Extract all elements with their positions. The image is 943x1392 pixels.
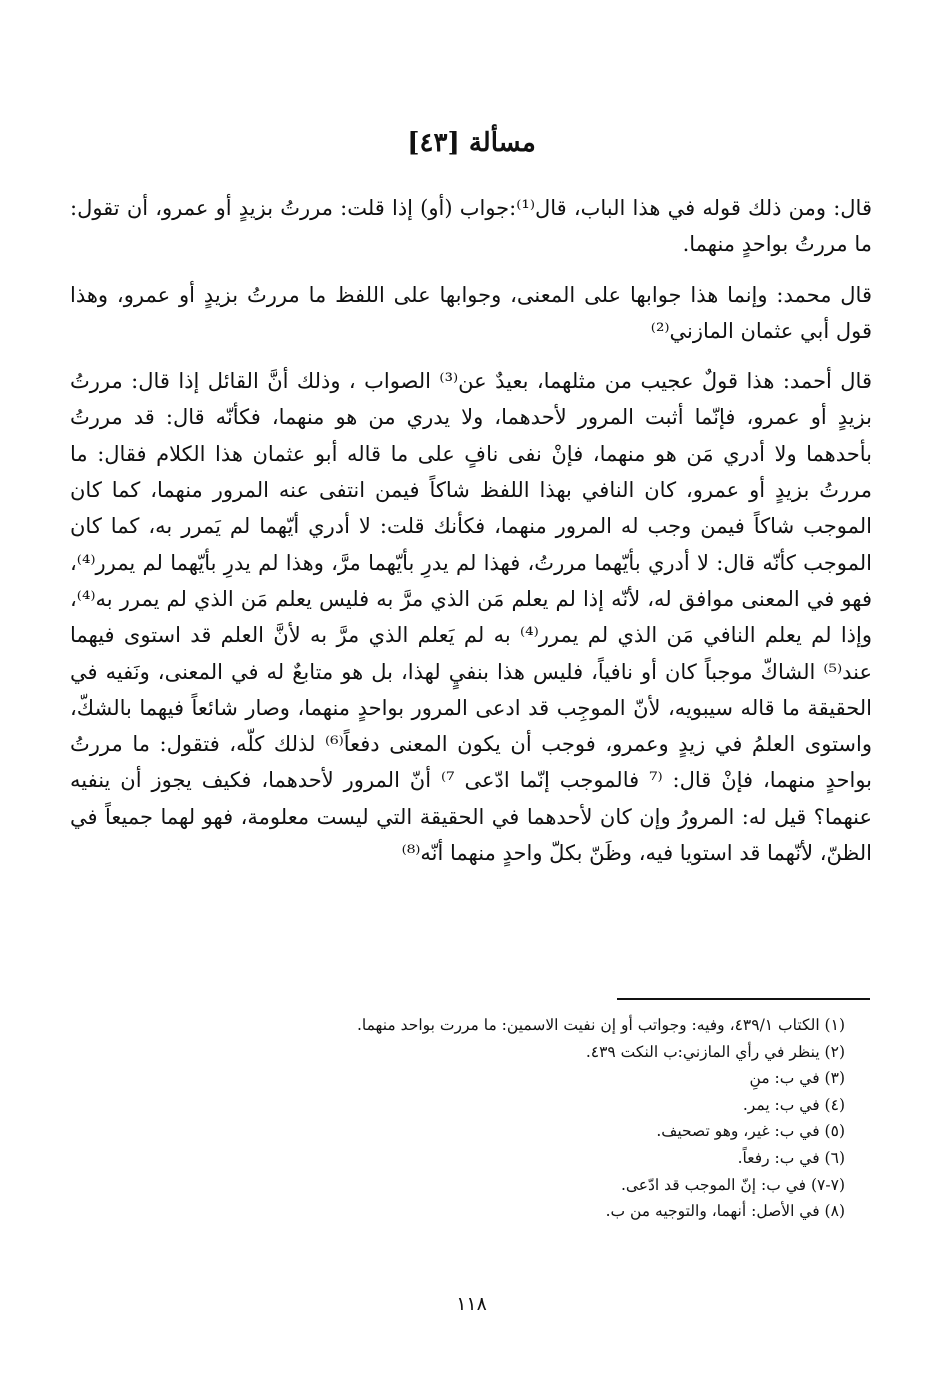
footnotes [200,1012,845,1225]
page-title: مسألة [٤٣] [407,128,536,158]
paragraph-1: قال: ومن ذلك قوله في هذا الباب، قال⁽¹⁾:جواب (أو) إذا قلت: مررتُ بزيدٍ أو عمرو، أن تقول: ما مررتُ بواحدٍ منهما. [70,196,872,257]
footnote-7: (٧-٧) في ب: إنّ الموجب قد ادّعى. [620,1175,845,1194]
paragraph-2: قال محمد: وإنما هذا جوابها على المعنى، وجوابها على اللفظ ما مررتُ بزيدٍ أو عمرو، وهذا قول أبي عثمان المازني⁽²⁾ [70,282,872,343]
footnote-separator [617,998,870,1000]
footnote-2: (٢) ينظر في رأي المازني:ب النكت ٤٣٩. [585,1042,845,1061]
footnote-4: (٤) في ب: يمر. [742,1095,845,1114]
footnote-1: (١) الكتاب ٤٣٩/١، وفيه: وجواتب أو إن نفيت الاسمين: ما مررت بواحد منهما. [356,1016,845,1034]
paragraph-3: قال أحمد: هذا قولٌ عجيب من مثلهما، بعيدٌ عن⁽³⁾ الصواب ، وذلك أنَّ القائل إذا قال: مررتُ بزيدٍ أو عمرو، فإنّما أثبت المرور لأحدهما، ولا يدري من هو منهما، فكأنّه قال: قد مررتُ بأحدهما ولا أدري مَن هو منهما، فإنْ نفى نافٍ على ما قاله أبو عثمان هذا الكلام فقال: ما مررتُ بزيدٍ أو عمرو، كان النافي بهذا اللفظ شاكاً فيمن انتفى عنه المرور منهما، كما كان الموجب شاكاً فيمن وجب له المرور منهما، فكأنك قلت: لا أدري أيّهما لم يَمرر به، كما كان الموجب كأنّه قال: لا أدري بأيّهما مررتُ، فهذا لم يدرِ بأيّهما مرَّ، وهذا لم يدرِ بأيّهما لم يمرر⁽⁴⁾، فهو في المعنى موافق له، لأنّه إذا لم يعلم مَن الذي مرَّ به فليس يعلم مَن الذي لم يمرر به⁽⁴⁾، وإذا لم يعلم النافي مَن الذي لم يمرر⁽⁴⁾ به لم يَعلم الذي مرَّ به لأنَّ العلم قد استوى فيهما عند⁽⁵⁾ الشاكّ موجباً كان أو نافياً، فليس هذا بنفيٍ لهذا، بل هو متابعٌ له في المعنى، ونَفيه في الحقيقة ما قاله سيبويه، لأنّ الموجِب قد ادعى المرور بواحدٍ منهما، وصار شائعاً فيهما بالشكّ، واستوى العلمُ في زيدٍ وعمرو، فوجب أن يكون المعنى دفعاً⁽⁶⁾ لذلك كلّه، فتقول: ما مررتُ بواحدٍ منهما، فإنْ قال: ⁽⁷ فالموجب إنّما ادّعى ⁷⁾ أنّ المرور لأحدهما، فكيف يجوز أن ينفيه عنهما؟ قيل له: المرورُ وإن كان لأحدهما في الحقيقة التي ليست معلومة، فهو لهما جميعاً في الظنّ، لأنّهما قد استويا فيه، وظَنّ بكلّ واحدٍ منهما أنّه⁽⁸⁾ [70,369,873,866]
footnote-8: (٨) في الأصل: أنهما، والتوجيه من ب. [605,1202,845,1221]
footnote-5: (٥) في ب: غير، وهو تصحيف. [656,1122,845,1141]
main-text [70,190,872,885]
page-number: ١١٨ [456,1293,487,1315]
footnote-3: (٣) في ب: منِ [749,1069,845,1088]
footnote-6: (٦) في ب: رفعاً. [737,1148,845,1167]
